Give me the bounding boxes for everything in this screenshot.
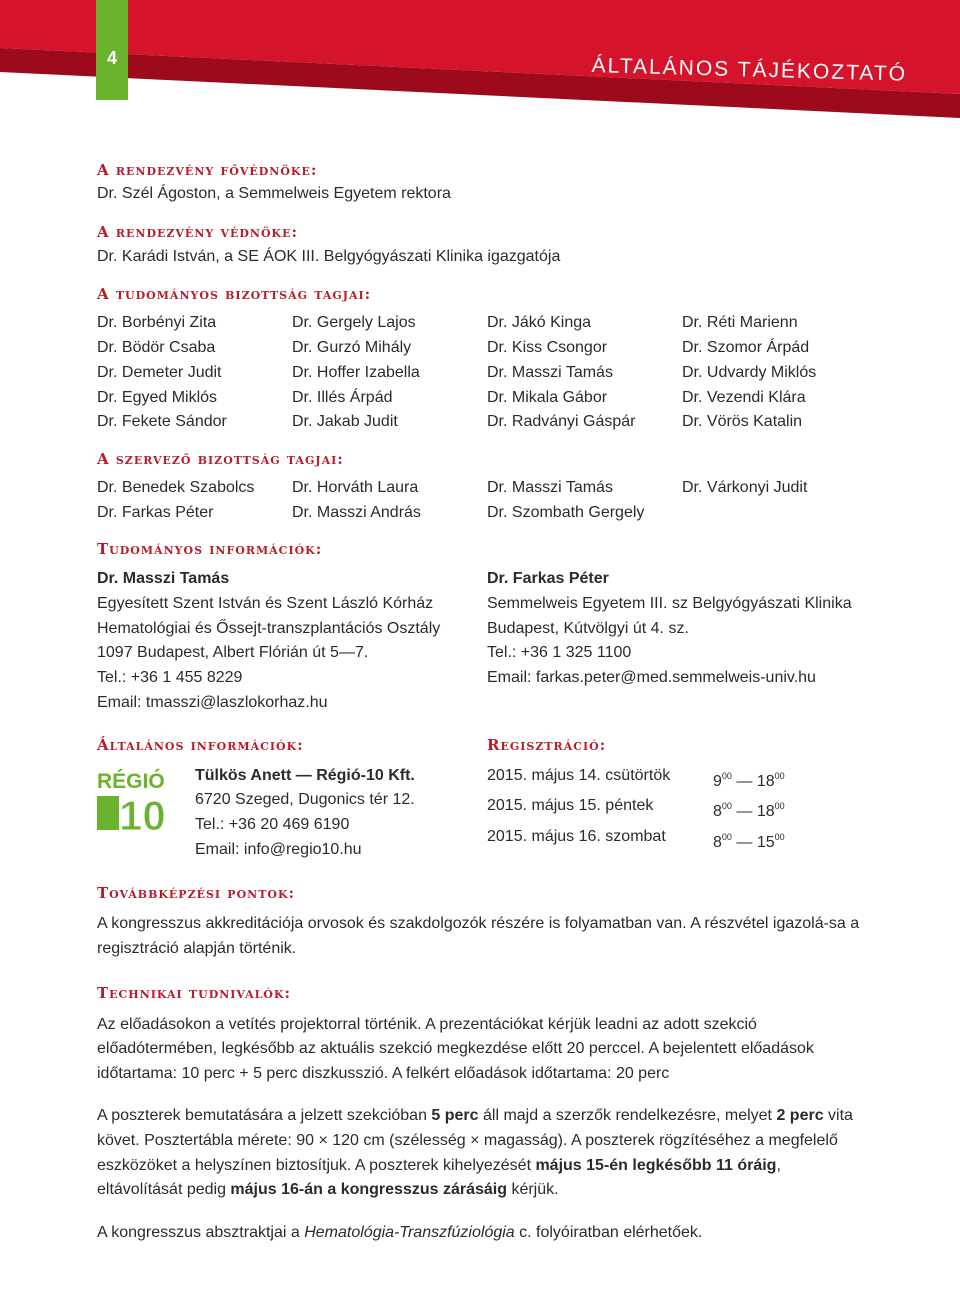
member-name: Dr. Kiss Csongor: [487, 339, 608, 357]
member-name: Dr. Masszi Tamás: [487, 363, 613, 381]
member-name: Dr. Vezendi Klára: [682, 388, 806, 406]
page-number-tab: [96, 0, 128, 100]
scientific-info-contacts: [97, 567, 867, 715]
registration-time: $8^{00}$ — $15^{00}$: [713, 831, 785, 851]
contact-email: Email: farkas.peter@med.semmelweis-univ.hu: [487, 669, 816, 687]
registration-time: $9^{00}$ — $18^{00}$: [713, 770, 785, 790]
member-name: Dr. Masszi Tamás: [487, 478, 613, 496]
contact-farkas: [487, 567, 867, 715]
sponsor-line: [97, 245, 867, 270]
member-name: Dr. Várkonyi Judit: [682, 478, 808, 496]
contact-address: 6720 Szeged, Dugonics tér 12.: [195, 791, 415, 809]
member-name: Dr. Hoffer Izabella: [292, 363, 420, 381]
technical-para-presentations: Az előadásokon a vetítés projektorral történik. A prezentációkat kérjük leadni az adott szekció előadótermében, legkésőbb az aktuális szekció megkezdése előtt 20 perccel. A bejelentett előadások időtartama: 10 perc + 5 perc diszkusszió. A felkért előadások időtartama: 20 perc: [97, 1015, 814, 1082]
member-name: Dr. Vörös Katalin: [682, 413, 803, 431]
member-name: Dr. Fekete Sándor: [97, 413, 227, 431]
technical-heading: Technikai tudnivalók:: [97, 983, 292, 1002]
member-name: Dr. Radványi Gáspár: [487, 413, 636, 431]
registration-row: [487, 794, 867, 825]
cme-heading: Továbbképzési pontok:: [97, 884, 296, 903]
member-name: Dr. Demeter Judit: [97, 363, 222, 381]
page-number: 4: [106, 48, 117, 68]
member-name: Dr. Gurzó Mihály: [292, 339, 412, 357]
member-name: Dr. Gergely Lajos: [292, 314, 416, 332]
organizing-committee-heading: A szervező bizottság tagjai:: [97, 449, 344, 468]
logo-text: RÉGIÓ: [97, 769, 165, 793]
member-name: Dr. Réti Marienn: [682, 314, 798, 332]
member-name: Dr. Mikala Gábor: [487, 388, 608, 406]
member-name: Dr. Egyed Miklós: [97, 388, 218, 406]
scientific-info-heading: Tudományos információk:: [97, 540, 323, 559]
registration: [487, 735, 867, 863]
technical-para-posters: A poszterek bemutatására a jelzett szekcióban 5 perc áll majd a szerzők rendelkezésre, melyet 2 perc vita követ. Posztertábla mérete: 90 × 120 cm (szélesség × magasság). A poszterek rögzítéséhez a megfelelő eszközöket a helyszínen biztosítjuk. A poszterek kihelyezését május 15-én legkésőbb 11 óráig, eltávolítását pedig május 16-án a kongresszus zárásáig kérjük.: [97, 1107, 853, 1199]
member-name: Dr. Szomor Árpád: [682, 339, 810, 357]
contact-institution: Egyesített Szent István és Szent László Kórház: [97, 595, 434, 613]
registration-date: 2015. május 14. csütörtök: [487, 766, 671, 784]
regio10-logo: [97, 768, 181, 832]
patron-heading: A rendezvény fővédnöke:: [97, 161, 318, 179]
contact-email: Email: tmasszi@laszlokorhaz.hu: [97, 693, 328, 711]
contact-name: Dr. Farkas Péter: [487, 570, 609, 588]
sponsor-name: Dr. Karádi István: [97, 247, 216, 265]
member-name: Dr. Bödör Csaba: [97, 339, 216, 357]
registration-row: [487, 764, 867, 795]
member-name: Dr. Jákó Kinga: [487, 314, 592, 332]
patron-role: , a Semmelweis Egyetem rektora: [216, 185, 451, 202]
contact-name: Tülkös Anett — Régió-10 Kft.: [195, 766, 415, 784]
member-name: Dr. Benedek Szabolcs: [97, 478, 255, 496]
member-name: Dr. Farkas Péter: [97, 503, 214, 521]
member-name: Dr. Udvardy Miklós: [682, 363, 817, 381]
member-name: Dr. Borbényi Zita: [97, 314, 217, 332]
scientific-committee-list: [97, 311, 867, 435]
registration-time: $8^{00}$ — $18^{00}$: [713, 801, 785, 821]
patron-line: [97, 182, 867, 207]
page-content: [97, 160, 867, 1245]
contact-phone: Tel.: +36 20 469 6190: [195, 815, 350, 833]
cme-text: A kongresszus akkreditációja orvosok és szakdolgozók részére is folyamatban van. A részvétel igazolá-sa a regisztráció alapján történik.: [97, 915, 860, 957]
registration-row: [487, 825, 867, 856]
logo-number: 10: [119, 791, 166, 832]
sponsor-heading: A rendezvény védnöke:: [97, 222, 299, 241]
general-info-heading: Általános információk:: [97, 735, 304, 754]
registration-schedule: [487, 764, 867, 856]
registration-heading: Regisztráció:: [487, 735, 607, 754]
info-registration-row: [97, 735, 867, 863]
member-name: Dr. Horváth Laura: [292, 478, 419, 496]
registration-date: 2015. május 16. szombat: [487, 827, 666, 845]
member-name: Dr. Illés Árpád: [292, 388, 393, 406]
contact-masszi: [97, 567, 487, 715]
contact-phone: Tel.: +36 1 325 1100: [487, 644, 632, 662]
member-name: Dr. Jakab Judit: [292, 413, 398, 431]
contact-address: Budapest, Kútvölgyi út 4. sz.: [487, 619, 689, 637]
contact-email: Email: info@regio10.hu: [195, 840, 362, 858]
contact-address: 1097 Budapest, Albert Flórián út 5—7.: [97, 644, 369, 662]
organizing-committee-list: [97, 476, 867, 525]
registration-date: 2015. május 15. péntek: [487, 797, 654, 815]
technical-para-abstracts: A kongresszus absztraktjai a Hematológia-Transzfúziológia c. folyóiratban elérhetőek.: [97, 1223, 703, 1241]
page-title: ÁLTALÁNOS TÁJÉKOZTATÓ: [591, 54, 908, 86]
member-name: Dr. Masszi András: [292, 503, 421, 521]
scientific-committee-heading: A tudományos bizottság tagjai:: [97, 285, 372, 304]
general-info-contact: [195, 764, 415, 863]
general-info: [97, 735, 487, 863]
patron-name: Dr. Szél Ágoston: [97, 185, 217, 202]
contact-phone: Tel.: +36 1 455 8229: [97, 669, 243, 687]
logo-block: [97, 796, 119, 830]
contact-name: Dr. Masszi Tamás: [97, 570, 230, 588]
sponsor-role: , a SE ÁOK III. Belgyógyászati Klinika igazgatója: [215, 247, 561, 265]
member-name: Dr. Szombath Gergely: [487, 503, 645, 521]
contact-institution: Semmelweis Egyetem III. sz Belgyógyászati Klinika: [487, 595, 852, 613]
regio-block: [97, 764, 487, 863]
member-name: [682, 501, 867, 526]
journal-title: Hematológia-Transzfúziológia: [304, 1223, 515, 1241]
contact-department: Hematológiai és Őssejt-transzplantációs Osztály: [97, 619, 441, 637]
